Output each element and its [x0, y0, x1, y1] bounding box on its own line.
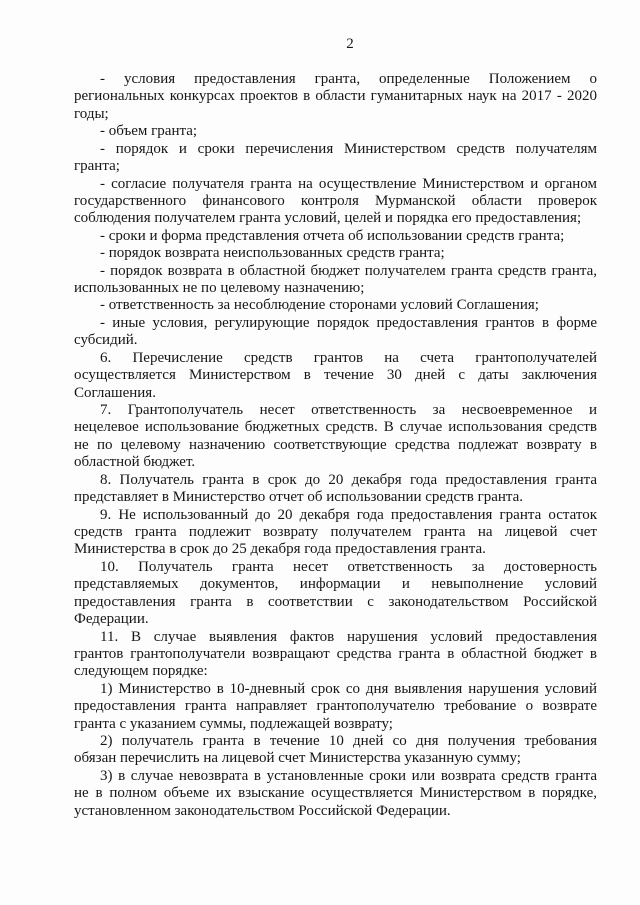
condition-item-grant-amount [74, 123, 597, 140]
clause-11-step-2 [74, 733, 597, 768]
condition-item-transfer-schedule [74, 141, 597, 176]
text-line: представляет в Министерство отчет об использовании средств гранта. [74, 489, 524, 506]
text-line: 2) получатель гранта в течение 10 дней со дня получения требования [100, 733, 597, 750]
text-line: Соглашения. [74, 384, 156, 401]
condition-item-other-terms [74, 315, 597, 350]
text-line: 11. В случае выявления фактов нарушения условий предоставления [100, 628, 597, 645]
text-line: - порядок возврата в областной бюджет получателем гранта средств гранта, [100, 262, 597, 279]
text-line: установленном законодательством Российской Федерации. [74, 802, 451, 819]
text-line: грантов грантополучатели возвращают средства гранта в областной бюджет в [74, 645, 597, 662]
text-line: не в полном объеме их взыскание осуществляется Министерством в порядке, [74, 785, 597, 802]
text-line: - порядок возврата неиспользованных средств гранта; [100, 245, 445, 262]
text-line: 6. Перечисление средств грантов на счета грантополучателей [100, 349, 597, 366]
condition-item-liability [74, 297, 597, 314]
clause-6 [74, 350, 597, 402]
text-line: - объем гранта; [100, 123, 198, 140]
clause-9 [74, 507, 597, 559]
clause-11 [74, 629, 597, 681]
condition-item-grant-terms [74, 71, 597, 123]
text-line: годы; [74, 105, 109, 122]
text-line: - условия предоставления гранта, определенные Положением о [100, 71, 597, 87]
condition-item-unused-funds-return [74, 245, 597, 262]
text-line: региональных конкурсах проектов в области гуманитарных наук на 2017 - 2020 [74, 88, 597, 105]
text-line: 10. Получатель гранта несет ответственность за достоверность [100, 558, 597, 575]
text-line: соблюдения получателем гранта условий, целей и порядка его предоставления; [74, 210, 582, 227]
text-line: средств гранта подлежит возврату получателем гранта на лицевой счет [74, 523, 597, 540]
text-line: 7. Грантополучатель несет ответственность за несвоевременное и [100, 402, 597, 419]
text-line: Федерации. [74, 611, 149, 628]
text-line: - порядок и сроки перечисления Министерством средств получателям [100, 140, 597, 157]
condition-item-misuse-return [74, 263, 597, 298]
text-line: следующем порядке: [74, 663, 208, 680]
text-line: - ответственность за несоблюдение сторонами условий Соглашения; [100, 297, 539, 314]
condition-item-report [74, 228, 597, 245]
text-line: 8. Получатель гранта в срок до 20 декабря года предоставления гранта [100, 471, 597, 488]
clause-7 [74, 402, 597, 472]
text-line: нецелевое использование бюджетных средств. В случае использования средств [74, 419, 597, 436]
text-line: использованных не по целевому назначению; [74, 280, 365, 297]
text-line: - сроки и форма представления отчета об использовании средств гранта; [100, 227, 565, 244]
text-line: 9. Не использованный до 20 декабря года предоставления гранта остаток [100, 506, 597, 523]
condition-item-audit-consent [74, 176, 597, 228]
text-line: - согласие получателя гранта на осуществление Министерством и органом [100, 175, 597, 192]
text-line: государственного финансового контроля Мурманской области проверок [74, 192, 597, 209]
text-line: областной бюджет. [74, 454, 196, 471]
text-line: не по целевому назначению соответствующие средства подлежат возврату в [74, 436, 597, 453]
text-line: гранта; [74, 158, 120, 175]
clause-8 [74, 472, 597, 507]
text-line: обязан перечислить на лицевой счет Министерства указанную сумму; [74, 750, 521, 767]
text-line: Министерства в срок до 25 декабря года предоставления гранта. [74, 541, 486, 558]
text-line: представляемых документов, информации и невыполнение условий [74, 576, 597, 593]
text-line: 1) Министерство в 10-дневный срок со дня выявления нарушения условий [100, 680, 597, 697]
page-number: 2 [346, 36, 354, 52]
clause-10 [74, 559, 597, 629]
text-line: 3) в случае невозврата в установленные сроки или возврата средств гранта [100, 767, 597, 784]
document-body [74, 71, 597, 820]
clause-11-step-3 [74, 768, 597, 820]
text-line: субсидий. [74, 332, 138, 349]
text-line: гранта с указанием суммы, подлежащей возврату; [74, 715, 393, 732]
text-line: осуществляется Министерством в течение 30 дней с даты заключения [74, 367, 597, 384]
text-line: предоставления гранта направляет грантополучателю требование о возврате [74, 698, 597, 715]
text-line: - иные условия, регулирующие порядок предоставления грантов в форме [100, 314, 597, 331]
text-line: предоставления гранта в соответствии с законодательством Российской [74, 593, 597, 610]
clause-11-step-1 [74, 681, 597, 733]
